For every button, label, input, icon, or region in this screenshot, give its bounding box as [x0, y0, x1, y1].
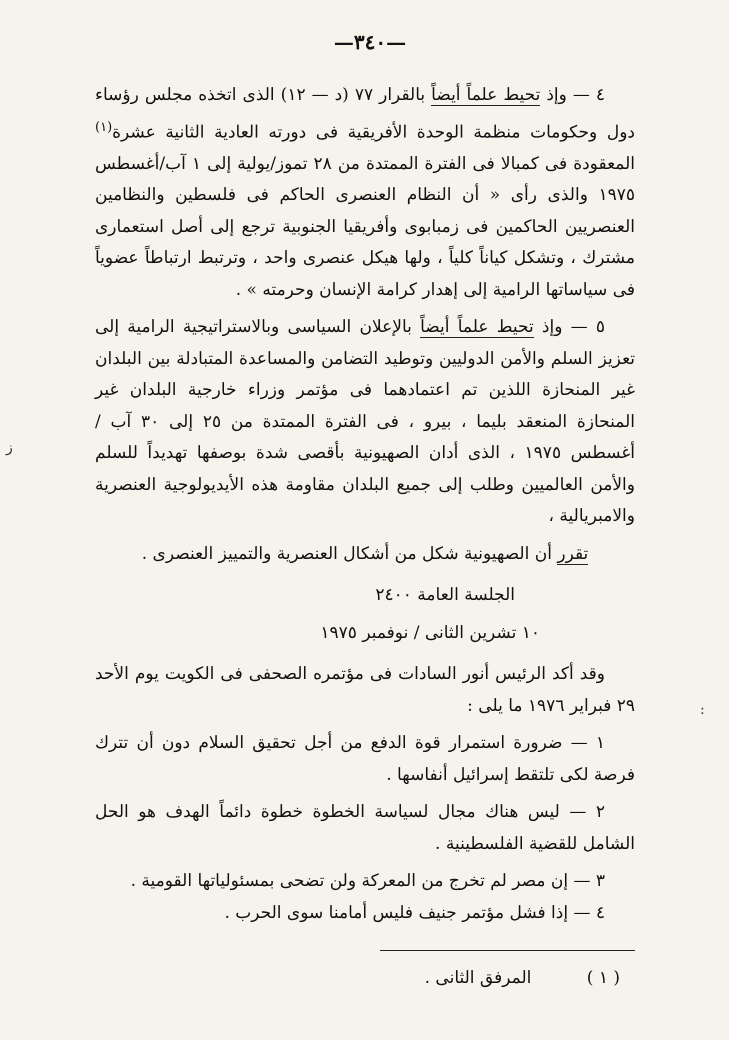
session-date: ١٠ تشرين الثانى / نوفمبر ١٩٧٥: [320, 622, 540, 643]
footnote: [300, 968, 620, 988]
margin-mark: :: [700, 702, 705, 718]
underlined-phrase: تحيط علماً أيضاً: [431, 85, 541, 105]
point-3: ٣ — إن مصر لم تخرج من المعركة ولن تضحى بمسئولياتها القومية .: [130, 871, 605, 892]
point-2: ٢ — ليس هناك مجال لسياسة الخطوة خطوة دائماً الهدف هو الحل الشامل للقضية الفلسطينية .: [95, 802, 635, 854]
point-4: ٤ — إذا فشل مؤتمر جنيف فليس أمامنا سوى الحرب .: [224, 902, 605, 923]
underlined-phrase: تحيط علماً أيضاً: [420, 317, 534, 338]
footnote-reference: (١): [95, 119, 113, 135]
margin-mark: ز: [6, 440, 13, 456]
point-1: ١ — ضرورة استمرار قوة الدفع من أجل تحقيق السلام دون أن تترك فرصة لكى تلتقط إسرائيل أنفاسها .: [95, 733, 635, 785]
footnote-text: المرفق الثانى .: [424, 968, 532, 988]
paragraph-5: ٥ — وإذ تحيط علماً أيضاً بالإعلان السياسى وبالاستراتيجية الرامية إلى تعزيز السلم والأمن الدوليين وتوطيد التضامن والمساعدة المتبادلة بين البلدان غير المنحازة اللذين تم اعتمادهما فى مؤتمر وزراء خارجية البلدان غير المنحازة المنعقد بليما ، بيرو ، فى الفترة الممتدة من ٢٥ إلى ٣٠ آب / أغسطس ١٩٧٥ ، الذى أدان الصهيونية بأقصى شدة بوصفها تهديداً للسلم والأمن العالميين وطلب إلى جميع البلدان مقاومة هذه الأيديولوجية العنصرية والامبريالية ،: [95, 317, 635, 527]
decision-verb: تقرر: [557, 543, 589, 564]
page-number: —٣٤٠—: [333, 30, 407, 54]
sadat-intro: وقد أكد الرئيس أنور السادات فى مؤتمره الصحفى فى الكويت يوم الأحد ٢٩ فبراير ١٩٧٦ ما يلى :: [95, 664, 635, 716]
decision-line: تقرر أن الصهيونية شكل من أشكال العنصرية والتمييز العنصرى .: [141, 543, 589, 564]
footnote-divider: [380, 950, 635, 951]
paragraph-4: ٤ — وإذ تحيط علماً أيضاً بالقرار ٧٧ (د — ١٢) الذى اتخذه مجلس رؤساء دول وحكومات منظمة الوحدة الأفريقية فى دورته العادية الثانية عشرة$^{(١)}$ المعقودة فى كمبالا فى الفترة الممتدة من ٢٨ تموز/يولية إلى ١ آب/أغسطس ١٩٧٥ والذى رأى « أن النظام العنصرى الحاكم فى فلسطين والنظامين العنصريين الحاكمين فى زمبابوى وأفريقيا الجنوبية ترجع إلى أصل استعمارى مشترك ، وتشكل كياناً كلياً ، ولها هيكل عنصرى واحد ، وترتبط ارتباطاً عضوياً فى سياساتها الرامية إلى إهدار كرامة الإنسان وحرمته » .: [95, 85, 636, 300]
document-body: [95, 80, 635, 929]
footnote-number: ( ١ ): [586, 968, 620, 988]
session-label: الجلسة العامة ٢٤٠٠: [375, 585, 515, 606]
